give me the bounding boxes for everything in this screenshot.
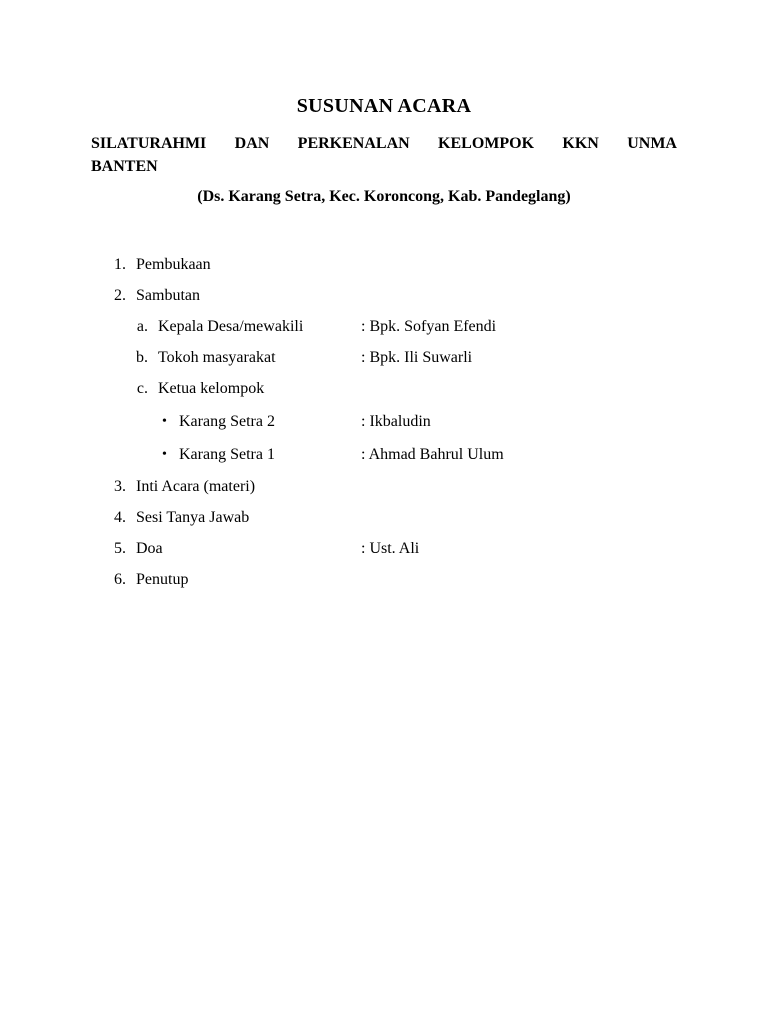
subtitle-word: DAN: [234, 135, 270, 152]
agenda-subitem-label: Ketua kelompok: [158, 380, 265, 397]
agenda-item-label: Sesi Tanya Jawab: [136, 509, 250, 526]
agenda-subitem-value: : Bpk. Sofyan Efendi: [361, 318, 497, 335]
bullet-icon: •: [162, 447, 167, 462]
subtitle-word: SILATURAHMI: [91, 135, 207, 152]
agenda-item-label: Penutup: [136, 571, 189, 588]
agenda-item-number: 3.: [114, 478, 126, 495]
agenda-bullet-value: : Ahmad Bahrul Ulum: [361, 446, 504, 463]
bullet-icon: •: [162, 414, 167, 429]
agenda-item-number: 5.: [114, 540, 126, 557]
agenda-item-label: Inti Acara (materi): [136, 478, 256, 495]
subtitle-line-2: BANTEN: [91, 158, 158, 175]
agenda-subitem-label: Kepala Desa/mewakili: [158, 318, 304, 335]
agenda-subitem-letter: a.: [136, 318, 148, 335]
agenda-item-value: : Ust. Ali: [361, 540, 420, 557]
agenda-item-label: Pembukaan: [136, 256, 211, 273]
agenda-item-number: 1.: [114, 256, 126, 273]
agenda-item-label: Doa: [136, 540, 163, 557]
agenda-subitem-letter: c.: [136, 380, 148, 397]
agenda-item-number: 4.: [114, 509, 126, 526]
subtitle-word: UNMA: [627, 135, 677, 152]
subtitle-word: KELOMPOK: [438, 135, 535, 152]
agenda-bullet-label: Karang Setra 2: [179, 413, 275, 430]
subtitle-word: KKN: [562, 135, 599, 152]
document-location: (Ds. Karang Setra, Kec. Koroncong, Kab. Pandeglang): [197, 188, 571, 205]
agenda-subitem-value: : Bpk. Ili Suwarli: [361, 349, 473, 366]
document-title: SUSUNAN ACARA: [296, 95, 472, 117]
agenda-subitem-label: Tokoh masyarakat: [158, 349, 276, 366]
agenda-bullet-label: Karang Setra 1: [179, 446, 275, 463]
agenda-item-number: 6.: [114, 571, 126, 588]
agenda-bullet-value: : Ikbaludin: [361, 413, 431, 430]
agenda-item-label: Sambutan: [136, 287, 200, 304]
subtitle-word: PERKENALAN: [297, 135, 410, 152]
agenda-item-number: 2.: [114, 287, 126, 304]
agenda-subitem-letter: b.: [136, 349, 148, 366]
